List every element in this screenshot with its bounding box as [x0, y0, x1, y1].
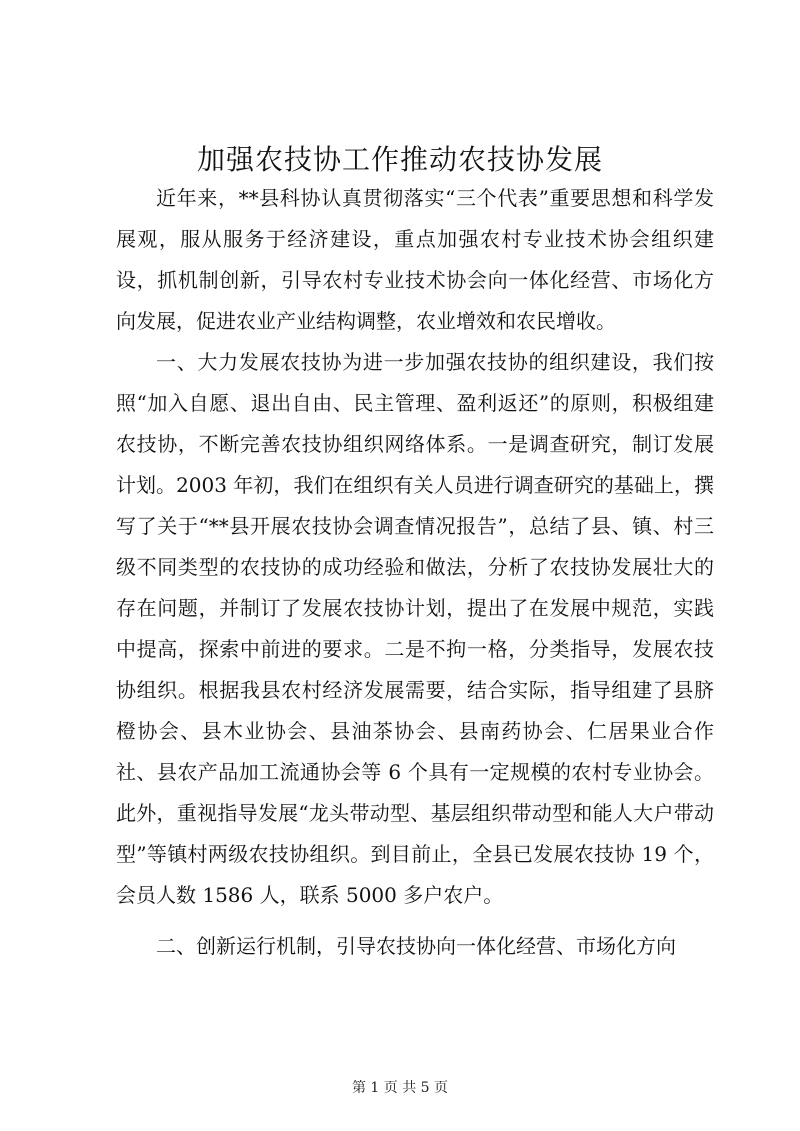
paragraph-section-one: 一、大力发展农技协为进一步加强农技协的组织建设，我们按照“加入自愿、退出自由、民主管理、盈利返还”的原则，积极组建农技协，不断完善农技协组织网络体系。一是调查研究，制订发展计划。2003 年初，我们在组织有关人员进行调查研究的基础上，撰写了关于“**县开展农技协会调查情况报告”，总结了县、镇、村三级不同类型的农技协的成功经验和做法，分析了农技协发展壮大的存在问题，并制订了发展农技协计划，提出了在发展中规范，实践中提高，探索中前进的要求。二是不拘一格，分类指导，发展农技协组织。根据我县农村经济发展需要，结合实际，指导组建了县脐橙协会、县木业协会、县油茶协会、县南药协会、仁居果业合作社、县农产品加工流通协会等 6 个具有一定规模的农村专业协会。此外，重视指导发展“龙头带动型、基层组织带动型和能人大户带动型”等镇村两级农技协组织。到目前止，全县已发展农技协 19 个，会员人数 1586 人，联系 5000 多户农户。: [116, 350, 714, 907]
paragraph-intro: 近年来，**县科协认真贯彻落实“三个代表”重要思想和科学发展观，服从服务于经济建设，重点加强农村专业技术协会组织建设，抓机制创新，引导农村专业技术协会向一体化经营、市场化方向发展，促进农业产业结构调整，农业增效和农民增收。: [116, 186, 714, 333]
page-footer: 第 1 页 共 5 页: [351, 1080, 449, 1096]
paragraph-section-two: 二、创新运行机制，引导农技协向一体化经营、市场化方向: [156, 934, 676, 958]
document-title: 加强农技协工作推动农技协发展: [196, 143, 603, 176]
document-body: [116, 178, 714, 967]
